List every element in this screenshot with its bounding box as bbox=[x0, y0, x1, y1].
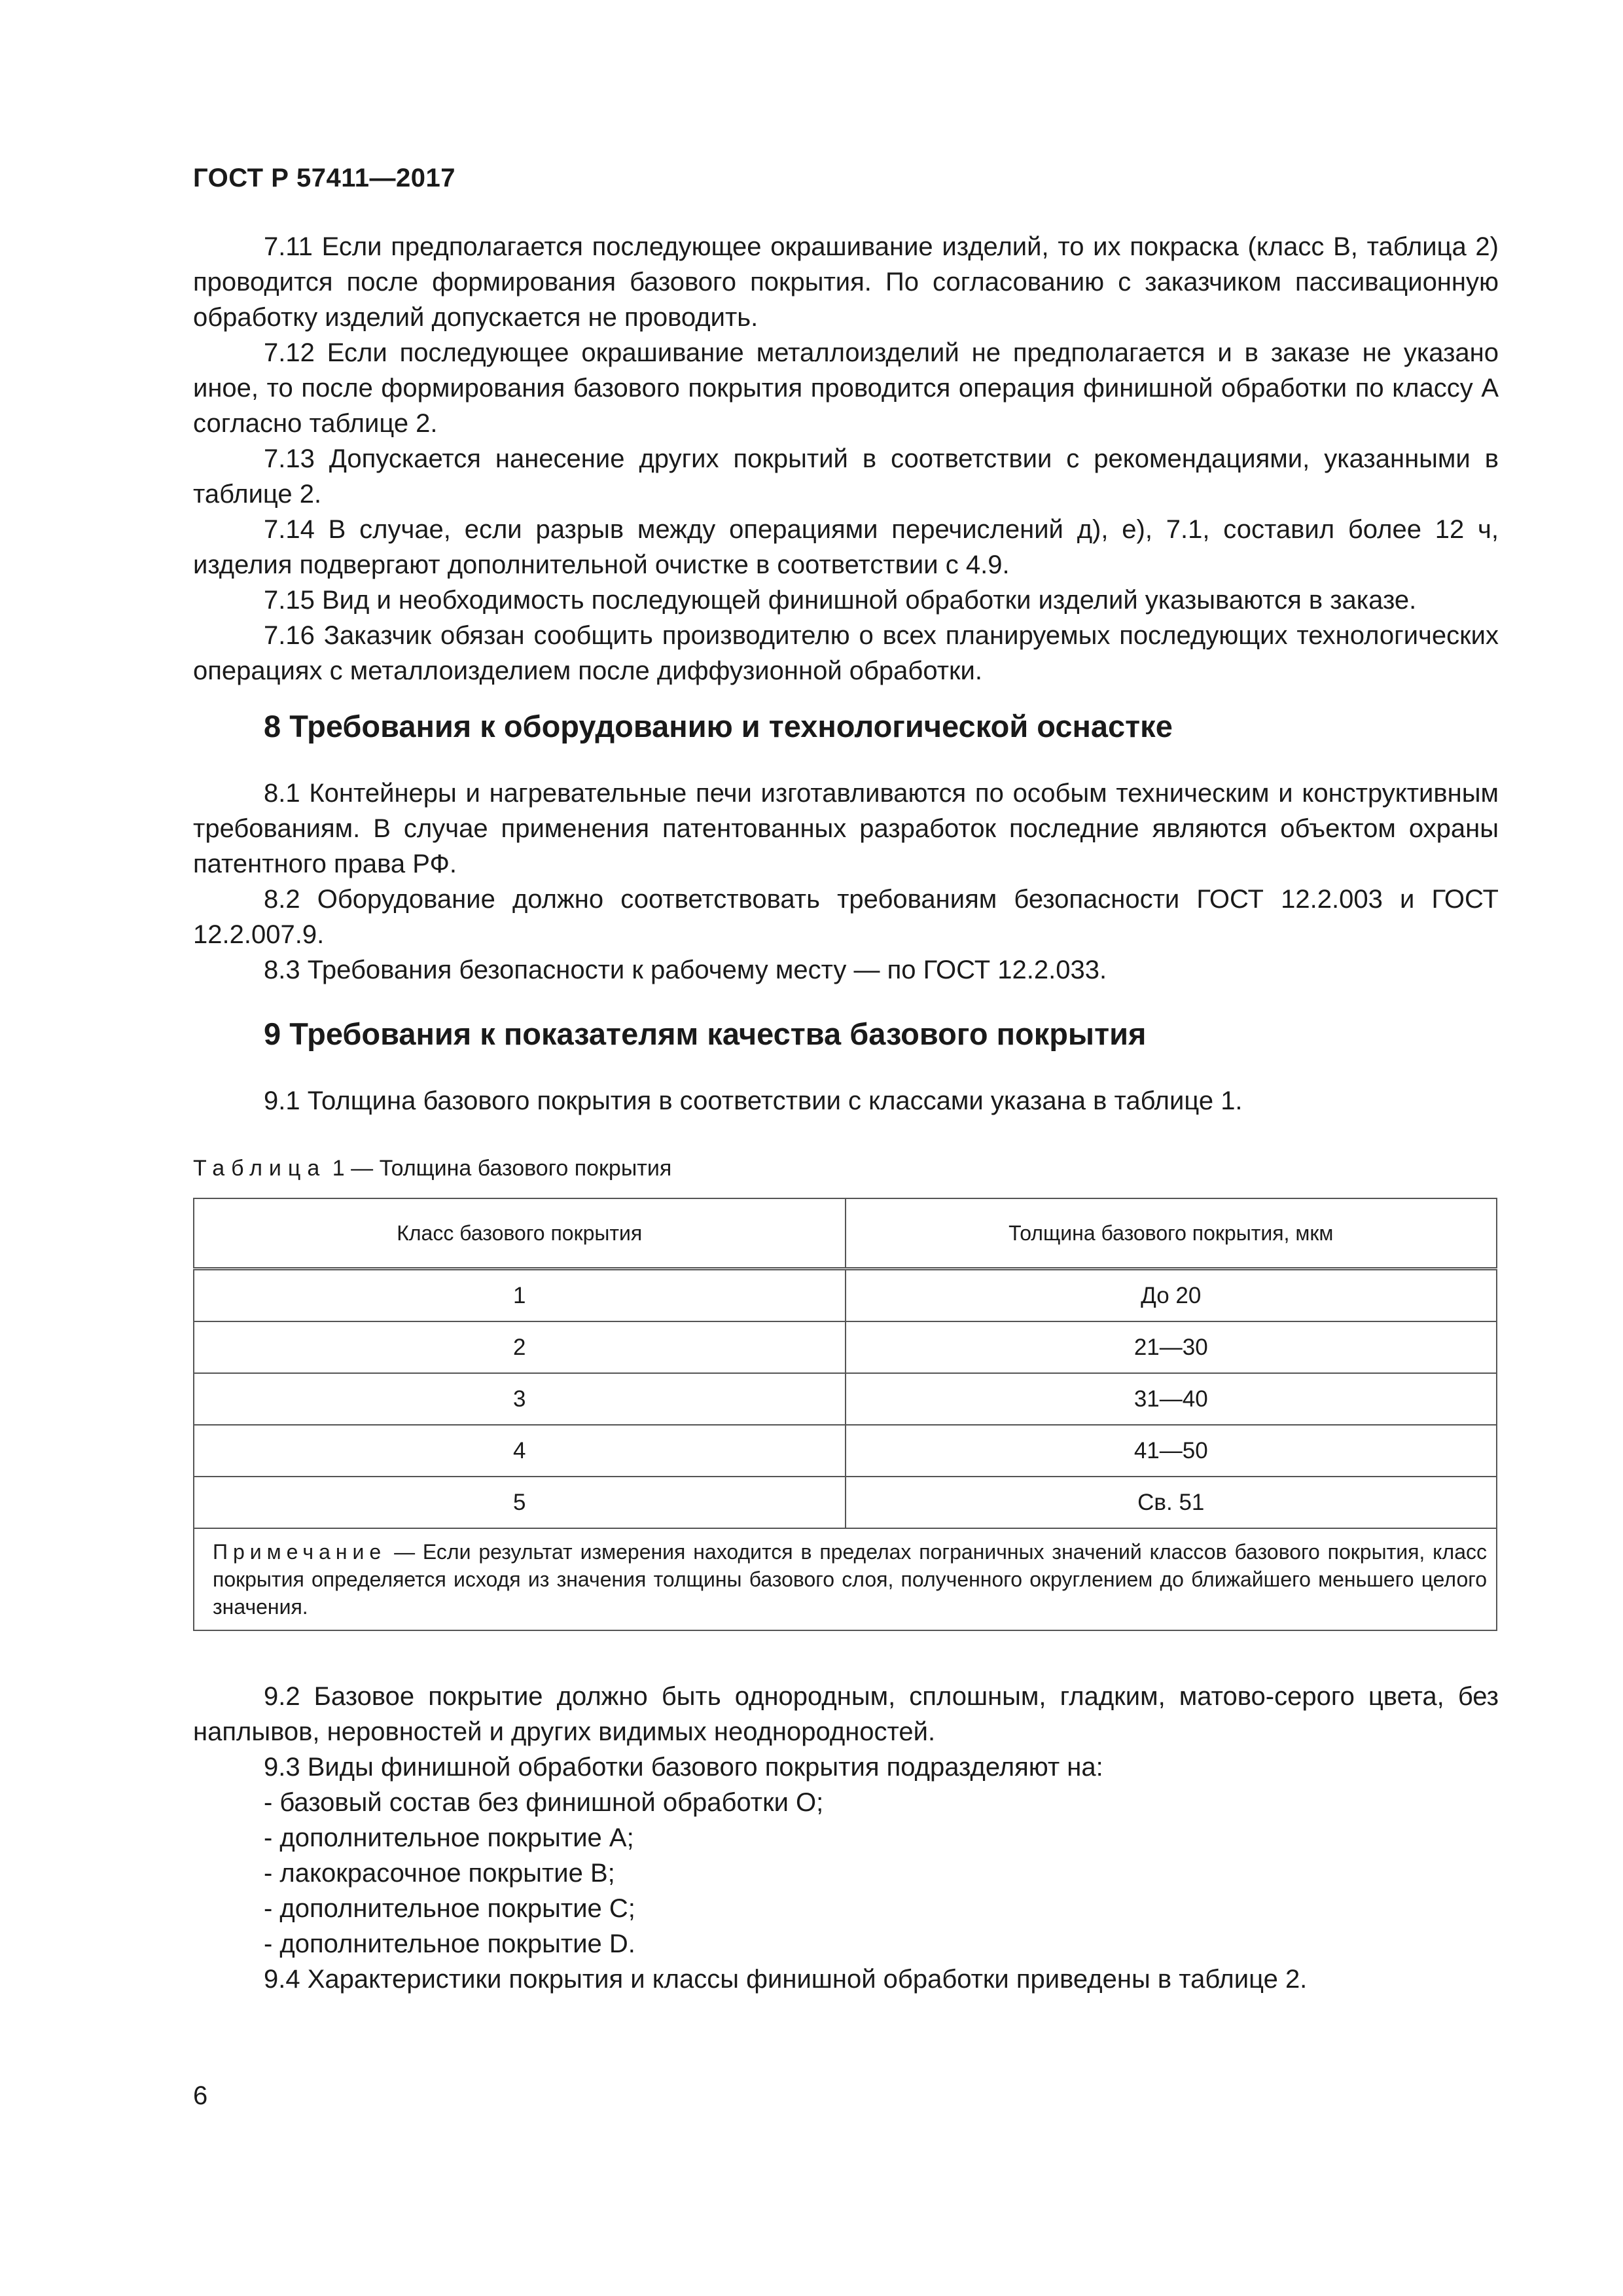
table-note bbox=[194, 1528, 1497, 1630]
cell-class: 5 bbox=[194, 1477, 846, 1528]
table-header-row bbox=[194, 1198, 1497, 1269]
paragraph-9-2: 9.2 Базовое покрытие должно быть однородным, сплошным, гладким, матово-серого цвета, без наплывов, неровностей и других видимых неоднородностей. bbox=[193, 1682, 1499, 1746]
table-row bbox=[194, 1477, 1497, 1528]
cell-thickness: 41—50 bbox=[846, 1425, 1497, 1477]
table-row bbox=[194, 1321, 1497, 1373]
table-caption-lead: Таблица bbox=[193, 1156, 327, 1181]
list-item: - лакокрасочное покрытие В; bbox=[264, 1859, 615, 1888]
table-note-row bbox=[194, 1528, 1497, 1630]
table-row bbox=[194, 1425, 1497, 1477]
cell-thickness: 31—40 bbox=[846, 1373, 1497, 1425]
note-text: — Если результат измерения находится в пределах пограничных значений классов базового покрытия, класс покрытия определяется исходя из значения толщины базового слоя, полученного округлением до ближайшего меньшего целого значения. bbox=[213, 1540, 1487, 1619]
paragraph-8-1: 8.1 Контейнеры и нагревательные печи изготавливаются по особым техническим и конструктивным требованиям. В случае применения патентованных разработок последние являются объектом охраны патентного права РФ. bbox=[193, 779, 1499, 878]
section-7-text bbox=[193, 229, 1499, 689]
list-item: - базовый состав без финишной обработки О; bbox=[264, 1788, 824, 1817]
table-row bbox=[194, 1373, 1497, 1425]
paragraph-9-1: 9.1 Толщина базового покрытия в соответствии с классами указана в таблице 1. bbox=[264, 1086, 1243, 1115]
page-number: 6 bbox=[193, 2081, 208, 2110]
column-header-thickness: Толщина базового покрытия, мкм bbox=[846, 1198, 1497, 1269]
table-1-caption bbox=[193, 1154, 671, 1183]
list-item: - дополнительное покрытие D. bbox=[264, 1929, 635, 1958]
cell-class: 4 bbox=[194, 1425, 846, 1477]
thickness-table bbox=[193, 1198, 1497, 1631]
cell-class: 1 bbox=[194, 1269, 846, 1322]
cell-thickness: 21—30 bbox=[846, 1321, 1497, 1373]
table-row bbox=[194, 1269, 1497, 1322]
paragraph-7-11: 7.11 Если предполагается последующее окрашивание изделий, то их покраска (класс В, таблица 2) проводится после формирования базового покрытия. По согласованию с заказчиком пассивационную обработку изделий допускается не проводить. bbox=[193, 232, 1499, 332]
cell-class: 3 bbox=[194, 1373, 846, 1425]
paragraph-9-4: 9.4 Характеристики покрытия и классы финишной обработки приведены в таблице 2. bbox=[264, 1965, 1308, 1994]
column-header-class: Класс базового покрытия bbox=[194, 1198, 846, 1269]
paragraph-8-3: 8.3 Требования безопасности к рабочему месту — по ГОСТ 12.2.033. bbox=[264, 956, 1107, 984]
paragraph-7-12: 7.12 Если последующее окрашивание металлоизделий не предполагается и в заказе не указано иное, то после формирования базового покрытия проводится операция финишной обработки по классу А согласно таблице 2. bbox=[193, 338, 1499, 438]
paragraph-9-3: 9.3 Виды финишной обработки базового покрытия подразделяют на: bbox=[264, 1753, 1103, 1782]
cell-class: 2 bbox=[194, 1321, 846, 1373]
document-id: ГОСТ Р 57411—2017 bbox=[193, 164, 455, 192]
list-item: - дополнительное покрытие А; bbox=[264, 1823, 634, 1852]
note-label: Примечание bbox=[213, 1540, 387, 1564]
cell-thickness: Св. 51 bbox=[846, 1477, 1497, 1528]
paragraph-7-16: 7.16 Заказчик обязан сообщить производителю о всех планируемых последующих технологических операциях с металлоизделием после диффузионной обработки. bbox=[193, 621, 1499, 685]
section-8-text bbox=[193, 776, 1499, 988]
section-9-intro bbox=[193, 1083, 1499, 1119]
list-item: - дополнительное покрытие С; bbox=[264, 1894, 635, 1923]
table-caption-title: 1 — Толщина базового покрытия bbox=[332, 1156, 672, 1181]
paragraph-7-14: 7.14 В случае, если разрыв между операциями перечислений д), е), 7.1, составил более 12 ч, изделия подвергают дополнительной очистке в соответствии с 4.9. bbox=[193, 515, 1499, 579]
paragraph-8-2: 8.2 Оборудование должно соответствовать требованиям безопасности ГОСТ 12.2.003 и ГОСТ 12.2.007.9. bbox=[193, 885, 1499, 949]
section-8-heading: 8 Требования к оборудованию и технологической оснастке bbox=[264, 709, 1173, 744]
cell-thickness: До 20 bbox=[846, 1269, 1497, 1322]
paragraph-7-15: 7.15 Вид и необходимость последующей финишной обработки изделий указываются в заказе. bbox=[264, 586, 1417, 615]
section-9-text bbox=[193, 1679, 1499, 1997]
paragraph-7-13: 7.13 Допускается нанесение других покрытий в соответствии с рекомендациями, указанными в таблице 2. bbox=[193, 444, 1499, 509]
section-9-heading: 9 Требования к показателям качества базового покрытия bbox=[264, 1016, 1147, 1051]
